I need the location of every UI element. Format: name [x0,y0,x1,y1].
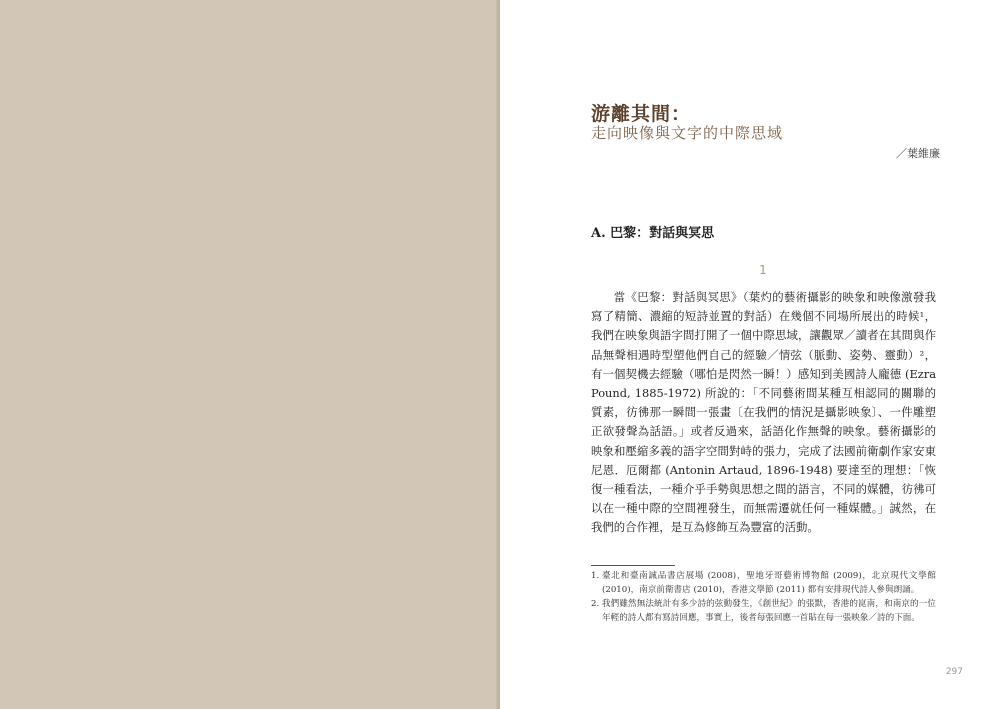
footnote-text: 我們雖然無法統計有多少詩的弦動發生，《創世紀》的張默，香港的崑南，和南京的一位年輕的詩人都有寫詩回應，事實上，後者每張回應一首貼在每一張映象／詩的下面。 [602,599,936,623]
body-paragraph: 當《巴黎：對話與冥思》（葉灼的藝術攝影的映象和映像激發我寫了精簡、濃縮的短詩並置的對話）在幾個不同場所展出的時候¹，我們在映象與語字間打開了一個中際思域，讓觀眾／讀者在其間與作品無聲相遇時型塑他們自己的經驗／情弦（脈動、姿勢、靈動）²，有一個契機去經驗（哪怕是閃然一瞬！）感知到美國詩人龐德 (Ezra Pound, 1885-1972) 所說的：「不同藝術間某種互相認同的關聯的質素，彷彿那一瞬間一張畫〔在我們的情況是攝影映象〕、一件雕塑正欲發聲為話語。」或者反過來，話語化作無聲的映象。藝術攝影的映象和壓縮多義的語字空間對峙的張力，完成了法國前衛劇作家安東尼恩．厄爾都 (Antonin Artaud, 1896-1948) 要達至的理想：「恢復一種看法，一種介乎手勢與思想之間的語言，不同的媒體，彷彿可以在一種中際的空間裡發生，而無需遷就任何一種媒體。」誠然，在我們的合作裡，是互為修飾互為豐富的活動。 [591,290,936,535]
page-number: 297 [945,667,963,677]
footnote-item [591,598,936,625]
footnotes-list [591,570,936,626]
footnote-divider [591,565,675,566]
footnote-item [591,570,936,597]
section-number: 1 [759,263,767,277]
footnote-number: 1. [591,571,600,581]
article-subtitle: 走向映像與文字的中際思域 [591,124,784,142]
section-heading: A. 巴黎：對話與冥思 [591,226,715,241]
footnote-number: 2. [591,599,600,610]
article-author: ／葉維廉 [896,147,940,160]
footnote-text: 臺北和臺南誠品書店展場 (2008)，聖地牙哥藝術博物館 (2009)，北京現代文學館 (2010)，南京前衛書店 (2010)，香港文學節 (2011) 都有安排現代詩人參與朗誦。 [602,571,936,595]
article-title: 游離其間： [591,103,692,125]
